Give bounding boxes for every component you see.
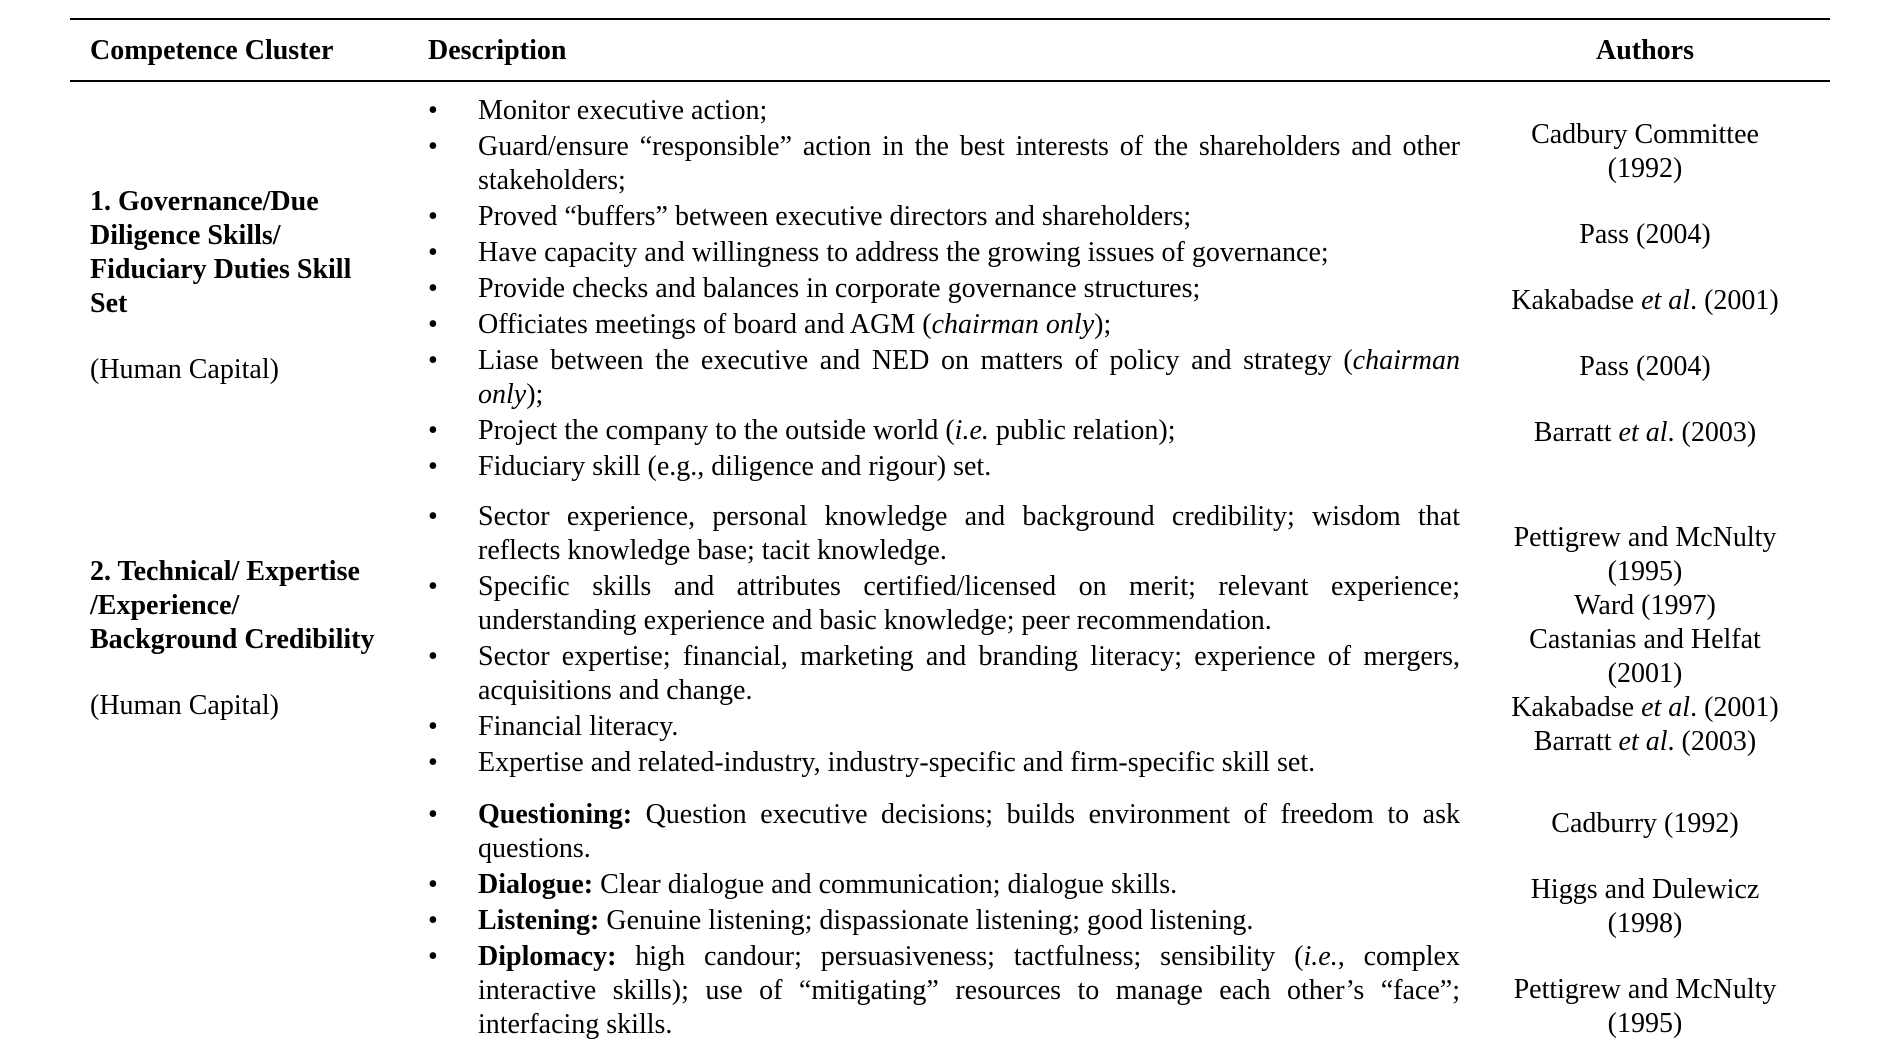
- author-ref: (2001): [1607, 658, 1683, 689]
- list-item: • Financial literacy.: [428, 710, 1460, 744]
- author-ref: Barratt et al. (2003): [1533, 417, 1757, 448]
- row3-authors: [1500, 807, 1790, 1041]
- author-ref: Pettigrew and McNulty: [1513, 522, 1777, 553]
- list-item: • Monitor executive action;: [428, 94, 1460, 128]
- list-item: • Have capacity and willingness to address the growing issues of governance;: [428, 236, 1460, 270]
- list-item: • Fiduciary skill (e.g., diligence and rigour) set.: [428, 450, 1460, 484]
- list-item: • Sector experience, personal knowledge and background credibility; wisdom that reflects knowledge base; tacit knowledge.: [428, 500, 1460, 568]
- row1-authors: [1500, 118, 1790, 450]
- cluster-title-line: /Experience/: [90, 590, 240, 621]
- row1-cluster-title: [90, 185, 420, 321]
- list-item: • Questioning: Question executive decisions; builds environment of freedom to ask questions.: [428, 798, 1460, 866]
- row2-authors: [1500, 521, 1790, 759]
- author-ref: Cadbury Committee: [1531, 119, 1759, 150]
- list-item: • Guard/ensure “responsible” action in the best interests of the shareholders and other stakeholders;: [428, 130, 1460, 198]
- header-competence-cluster: Competence Cluster: [90, 35, 334, 66]
- author-ref: (1995): [1607, 556, 1683, 587]
- list-item: • Proved “buffers” between executive directors and shareholders;: [428, 200, 1460, 234]
- author-ref: Pass (2004): [1579, 219, 1711, 250]
- row2-cluster-title: [90, 555, 420, 657]
- row1-capital-type: (Human Capital): [90, 354, 279, 385]
- list-item: • Dialogue: Clear dialogue and communication; dialogue skills.: [428, 868, 1460, 902]
- row2-cluster: [90, 555, 420, 723]
- list-item: • Diplomacy: high candour; persuasiveness; tactfulness; sensibility (i.e., complex interactive skills); use of “mitigating” resources to manage each other’s “face”; interfacing skills.: [428, 940, 1460, 1042]
- list-item: • Expertise and related-industry, industry-specific and firm-specific skill set.: [428, 746, 1460, 780]
- header-authors: Authors: [1595, 35, 1694, 66]
- list-item: • Listening: Genuine listening; dispassionate listening; good listening.: [428, 904, 1460, 938]
- header-bottom-rule: [70, 80, 1830, 82]
- cluster-title-line: 2. Technical/ Expertise: [90, 556, 360, 587]
- author-ref: (1998): [1607, 908, 1683, 939]
- row2-description-list: [428, 500, 1460, 782]
- author-ref: Pass (2004): [1579, 351, 1711, 382]
- cluster-title-line: Diligence Skills/: [90, 220, 281, 251]
- list-item: • Sector expertise; financial, marketing and branding literacy; experience of mergers, acquisitions and change.: [428, 640, 1460, 708]
- author-ref: Barratt et al. (2003): [1533, 726, 1757, 757]
- row3-description-list: [428, 798, 1460, 1044]
- author-ref: Kakabadse et al. (2001): [1511, 692, 1779, 723]
- list-item: • Project the company to the outside world (i.e. public relation);: [428, 414, 1460, 448]
- list-item: • Liase between the executive and NED on matters of policy and strategy (chairman only);: [428, 344, 1460, 412]
- list-item: • Provide checks and balances in corporate governance structures;: [428, 272, 1460, 306]
- row1-cluster: [90, 185, 420, 387]
- author-ref: (1992): [1607, 153, 1683, 184]
- list-item: • Officiates meetings of board and AGM (chairman only);: [428, 308, 1460, 342]
- row1-description-list: [428, 94, 1460, 486]
- author-ref: Cadburry (1992): [1551, 808, 1739, 839]
- cluster-title-line: Set: [90, 288, 128, 319]
- author-ref: Ward (1997): [1574, 590, 1716, 621]
- cluster-title-line: Background Credibility: [90, 624, 375, 655]
- author-ref: Castanias and Helfat: [1529, 624, 1761, 655]
- header-description: Description: [428, 35, 567, 66]
- cluster-title-line: Fiduciary Duties Skill: [90, 254, 352, 285]
- author-ref: (1995): [1607, 1008, 1683, 1039]
- cluster-title-line: 1. Governance/Due: [90, 186, 319, 217]
- list-item: • Specific skills and attributes certified/licensed on merit; relevant experience; understanding experience and basic knowledge; peer recommendation.: [428, 570, 1460, 638]
- author-ref: Kakabadse et al. (2001): [1511, 285, 1779, 316]
- author-ref: Higgs and Dulewicz: [1530, 874, 1760, 905]
- author-ref: Pettigrew and McNulty: [1513, 974, 1777, 1005]
- row2-capital-type: (Human Capital): [90, 690, 279, 721]
- table-top-rule: [70, 18, 1830, 20]
